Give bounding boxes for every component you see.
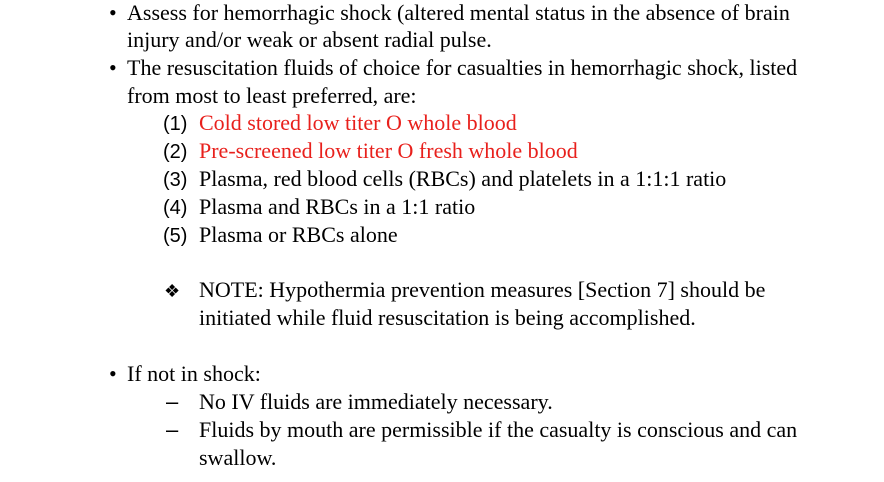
assess-shock-line-2: injury and/or weak or absent radial pulse. (127, 27, 492, 52)
hypothermia-note-line-2: initiated while fluid resuscitation is being accomplished. (199, 305, 696, 330)
list-item-number: (3) (163, 169, 188, 191)
dash-marker: – (166, 417, 179, 442)
fluids-intro-line-1: The resuscitation fluids of choice for casualties in hemorrhagic shock, listed (127, 55, 798, 80)
diamond-bullet-icon: ❖ (164, 281, 181, 301)
dash-marker: – (166, 389, 179, 414)
bullet-marker: • (109, 361, 117, 386)
list-item-number: (4) (163, 197, 188, 219)
fluid-option-1: Cold stored low titer O whole blood (199, 110, 517, 135)
fluid-option-3: Plasma, red blood cells (RBCs) and platelets in a 1:1:1 ratio (199, 166, 727, 191)
fluids-by-mouth-line-1: Fluids by mouth are permissible if the casualty is conscious and can (199, 417, 798, 442)
bullet-marker: • (109, 0, 117, 25)
bullet-marker: • (109, 55, 117, 80)
fluids-intro-line-2: from most to least preferred, are: (127, 83, 417, 108)
no-iv-fluids-line: No IV fluids are immediately necessary. (199, 389, 553, 414)
list-item-number: (2) (163, 141, 188, 163)
fluids-by-mouth-line-2: swallow. (199, 445, 277, 470)
assess-shock-line-1: Assess for hemorrhagic shock (altered mental status in the absence of brain (127, 0, 790, 25)
fluid-option-4: Plasma and RBCs in a 1:1 ratio (199, 194, 476, 219)
list-item-number: (1) (163, 113, 188, 135)
not-in-shock-heading: If not in shock: (127, 361, 261, 386)
hypothermia-note-line-1: NOTE: Hypothermia prevention measures [Section 7] should be (199, 277, 766, 302)
fluid-option-2: Pre-screened low titer O fresh whole blood (199, 138, 578, 163)
fluid-option-5: Plasma or RBCs alone (199, 222, 398, 247)
list-item-number: (5) (163, 225, 188, 247)
